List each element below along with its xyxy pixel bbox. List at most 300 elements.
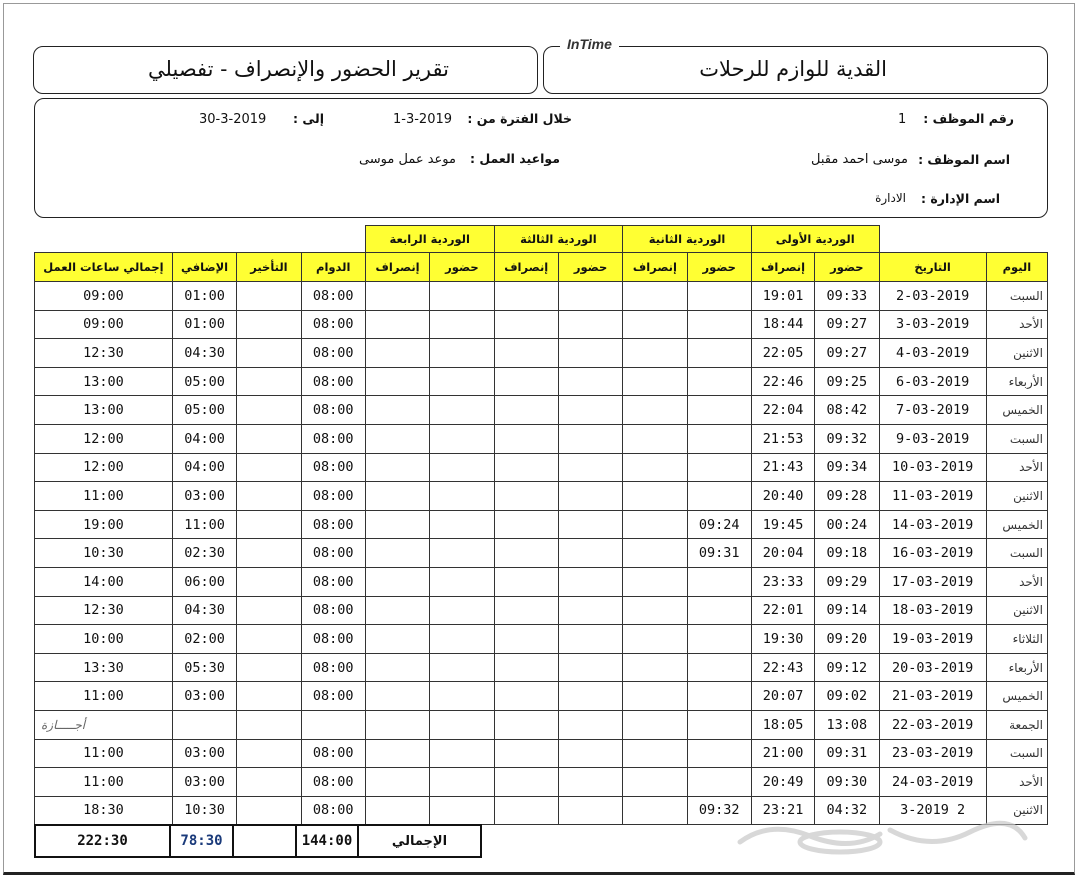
overtime-cell: 04:00 [172, 453, 236, 482]
date-cell: 21-03-2019 [879, 682, 986, 711]
header-out-1: إنصراف [751, 253, 814, 282]
late-cell [237, 796, 301, 825]
shift1-in-cell: 09:31 [815, 739, 879, 768]
shift4-out-cell [365, 567, 429, 596]
report-title-box [33, 46, 538, 94]
shift1-in-cell: 09:27 [815, 339, 879, 368]
shift4-in-cell [430, 339, 494, 368]
shift1-in-cell: 09:12 [815, 653, 879, 682]
shift1-in-cell: 09:25 [815, 367, 879, 396]
date-cell: 14-03-2019 [879, 510, 986, 539]
date-cell: 23-03-2019 [879, 739, 986, 768]
employee-name-label: اسم الموظف : [918, 152, 1010, 167]
totals-table [34, 824, 482, 858]
totals-work-hours: 222:30 [35, 825, 170, 857]
date-cell: 24-03-2019 [879, 768, 986, 797]
shift-hours-cell: 08:00 [301, 396, 365, 425]
shift1-in-cell: 09:27 [815, 310, 879, 339]
spacer-cell [879, 226, 1047, 253]
shift4-in-cell [430, 367, 494, 396]
shift2-out-cell [623, 625, 687, 654]
shift2-in-cell [687, 482, 751, 511]
shift-group-1: الوردية الأولى [751, 226, 879, 253]
shift2-out-cell [623, 482, 687, 511]
overtime-cell: 03:00 [172, 682, 236, 711]
late-cell [237, 510, 301, 539]
employee-no-value: 1 [898, 112, 907, 127]
day-cell: الاثنين [986, 596, 1047, 625]
shift2-out-cell [623, 310, 687, 339]
shift4-out-cell [365, 482, 429, 511]
table-row [35, 710, 1048, 739]
shift3-out-cell [494, 739, 558, 768]
shift4-in-cell [430, 596, 494, 625]
total-hours-cell: 11:00 [35, 768, 173, 797]
table-row [35, 682, 1048, 711]
day-cell: الأحد [986, 453, 1047, 482]
shift4-out-cell [365, 310, 429, 339]
overtime-cell: 01:00 [172, 282, 236, 311]
overtime-cell: 10:30 [172, 796, 236, 825]
shift1-out-cell: 20:04 [751, 539, 814, 568]
shift1-out-cell: 21:00 [751, 739, 814, 768]
brand-label: InTime [560, 36, 619, 52]
day-cell: السبت [986, 282, 1047, 311]
shift3-in-cell [558, 367, 622, 396]
day-cell: الأحد [986, 310, 1047, 339]
date-cell: 9-03-2019 [879, 424, 986, 453]
shift1-in-cell: 04:32 [815, 796, 879, 825]
total-hours-cell: أجـــــازة [35, 710, 173, 739]
late-cell [237, 710, 301, 739]
period-from-value: 1-3-2019 [393, 112, 453, 127]
period-from-label: خلال الفترة من : [467, 111, 572, 126]
shift-hours-cell: 08:00 [301, 682, 365, 711]
header-overtime: الإضافي [172, 253, 236, 282]
date-cell: 6-03-2019 [879, 367, 986, 396]
shift1-out-cell: 22:04 [751, 396, 814, 425]
day-cell: الخميس [986, 682, 1047, 711]
shift4-in-cell [430, 739, 494, 768]
header-in-2: حضور [687, 253, 751, 282]
shift-hours-cell: 08:00 [301, 482, 365, 511]
date-cell: 19-03-2019 [879, 625, 986, 654]
header-in-1: حضور [815, 253, 879, 282]
shift2-in-cell [687, 596, 751, 625]
shift3-out-cell [494, 796, 558, 825]
shift-hours-cell: 08:00 [301, 653, 365, 682]
shift2-in-cell [687, 768, 751, 797]
shift3-in-cell [558, 710, 622, 739]
total-hours-cell: 18:30 [35, 796, 173, 825]
shift1-in-cell: 13:08 [815, 710, 879, 739]
table-row [35, 482, 1048, 511]
header-out-4: إنصراف [365, 253, 429, 282]
overtime-cell: 01:00 [172, 310, 236, 339]
header-shift-hours: الدوام [301, 253, 365, 282]
company-box [543, 46, 1048, 94]
header-out-3: إنصراف [494, 253, 558, 282]
overtime-cell: 04:30 [172, 339, 236, 368]
date-cell: 10-03-2019 [879, 453, 986, 482]
day-cell: الاثنين [986, 482, 1047, 511]
shift1-in-cell: 09:30 [815, 768, 879, 797]
shift2-out-cell [623, 539, 687, 568]
shift4-in-cell [430, 282, 494, 311]
shift3-in-cell [558, 339, 622, 368]
late-cell [237, 539, 301, 568]
table-row [35, 282, 1048, 311]
shift-group-2: الوردية الثانية [623, 226, 752, 253]
shift4-in-cell [430, 310, 494, 339]
shift-hours-cell: 08:00 [301, 282, 365, 311]
shift3-in-cell [558, 625, 622, 654]
header-late: التأخير [237, 253, 301, 282]
period-to-label: إلى : [293, 111, 324, 126]
shift3-out-cell [494, 539, 558, 568]
attendance-rows [35, 282, 1048, 825]
day-cell: الأحد [986, 768, 1047, 797]
overtime-cell: 11:00 [172, 510, 236, 539]
table-row [35, 396, 1048, 425]
total-hours-cell: 11:00 [35, 682, 173, 711]
shift2-out-cell [623, 424, 687, 453]
shift-hours-cell: 08:00 [301, 453, 365, 482]
table-row [35, 539, 1048, 568]
shift2-in-cell [687, 567, 751, 596]
overtime-cell: 03:00 [172, 768, 236, 797]
date-cell: 17-03-2019 [879, 567, 986, 596]
shift4-out-cell [365, 682, 429, 711]
totals-shift-hours: 144:00 [296, 825, 358, 857]
shift2-in-cell [687, 710, 751, 739]
shift2-in-cell: 09:32 [687, 796, 751, 825]
shift3-out-cell [494, 567, 558, 596]
shift1-in-cell: 09:20 [815, 625, 879, 654]
shift4-out-cell [365, 768, 429, 797]
shift4-in-cell [430, 796, 494, 825]
total-hours-cell: 09:00 [35, 310, 173, 339]
shift2-in-cell [687, 367, 751, 396]
shift3-in-cell [558, 682, 622, 711]
shift4-in-cell [430, 653, 494, 682]
total-hours-cell: 12:00 [35, 453, 173, 482]
shift-hours-cell: 08:00 [301, 739, 365, 768]
schedule-value: موعد عمل موسى [358, 152, 456, 167]
overtime-cell: 06:00 [172, 567, 236, 596]
employee-name-value: موسى احمد مقبل [811, 152, 908, 167]
shift-hours-cell: 08:00 [301, 310, 365, 339]
period-to-value: 30-3-2019 [199, 112, 267, 127]
total-hours-cell: 11:00 [35, 739, 173, 768]
shift1-out-cell: 18:05 [751, 710, 814, 739]
shift-hours-cell: 08:00 [301, 768, 365, 797]
shift3-out-cell [494, 682, 558, 711]
header-in-4: حضور [430, 253, 494, 282]
shift4-out-cell [365, 510, 429, 539]
overtime-cell [172, 710, 236, 739]
schedule-label: مواعيد العمل : [470, 151, 560, 166]
shift1-out-cell: 22:46 [751, 367, 814, 396]
shift4-out-cell [365, 339, 429, 368]
shift3-out-cell [494, 282, 558, 311]
day-cell: السبت [986, 739, 1047, 768]
shift2-out-cell [623, 596, 687, 625]
shift1-out-cell: 23:21 [751, 796, 814, 825]
shift4-in-cell [430, 453, 494, 482]
shift-hours-cell: 08:00 [301, 796, 365, 825]
shift2-in-cell [687, 339, 751, 368]
shift3-out-cell [494, 768, 558, 797]
total-hours-cell: 10:30 [35, 539, 173, 568]
late-cell [237, 396, 301, 425]
late-cell [237, 567, 301, 596]
shift2-in-cell [687, 682, 751, 711]
total-hours-cell: 12:30 [35, 596, 173, 625]
shift4-in-cell [430, 768, 494, 797]
shift1-out-cell: 23:33 [751, 567, 814, 596]
shift2-out-cell [623, 739, 687, 768]
table-row [35, 596, 1048, 625]
shift4-out-cell [365, 710, 429, 739]
totals-label: الإجمالي [358, 825, 481, 857]
total-hours-cell: 13:00 [35, 367, 173, 396]
shift3-in-cell [558, 510, 622, 539]
shift3-out-cell [494, 396, 558, 425]
overtime-cell: 02:00 [172, 625, 236, 654]
late-cell [237, 339, 301, 368]
overtime-cell: 05:30 [172, 653, 236, 682]
late-cell [237, 282, 301, 311]
shift3-out-cell [494, 482, 558, 511]
date-cell: 22-03-2019 [879, 710, 986, 739]
table-row [35, 424, 1048, 453]
watermark-logo [730, 812, 1030, 858]
overtime-cell: 03:00 [172, 739, 236, 768]
shift4-out-cell [365, 739, 429, 768]
header-in-3: حضور [558, 253, 622, 282]
table-row [35, 567, 1048, 596]
table-row [35, 453, 1048, 482]
shift4-in-cell [430, 539, 494, 568]
shift4-in-cell [430, 710, 494, 739]
day-cell: الاثنين [986, 339, 1047, 368]
shift1-out-cell: 18:44 [751, 310, 814, 339]
shift1-in-cell: 09:28 [815, 482, 879, 511]
day-cell: الأربعاء [986, 653, 1047, 682]
day-cell: الأربعاء [986, 367, 1047, 396]
shift2-in-cell [687, 310, 751, 339]
day-cell: الخميس [986, 510, 1047, 539]
shift3-in-cell [558, 567, 622, 596]
shift4-out-cell [365, 282, 429, 311]
shift2-in-cell [687, 739, 751, 768]
shift-hours-cell: 08:00 [301, 625, 365, 654]
shift2-out-cell [623, 339, 687, 368]
department-label: اسم الإدارة : [921, 191, 1000, 206]
overtime-cell: 04:00 [172, 424, 236, 453]
shift1-out-cell: 19:45 [751, 510, 814, 539]
shift4-out-cell [365, 424, 429, 453]
late-cell [237, 367, 301, 396]
shift-hours-cell: 08:00 [301, 539, 365, 568]
header-date: التاريخ [879, 253, 986, 282]
shift2-out-cell [623, 367, 687, 396]
shift4-out-cell [365, 396, 429, 425]
report-title: تقرير الحضور والإنصراف - تفصيلي [148, 57, 449, 81]
shift3-in-cell [558, 539, 622, 568]
late-cell [237, 482, 301, 511]
shift3-in-cell [558, 482, 622, 511]
shift2-out-cell [623, 453, 687, 482]
employee-no-label: رقم الموظف : [923, 111, 1014, 126]
shift4-in-cell [430, 396, 494, 425]
date-cell: 4-03-2019 [879, 339, 986, 368]
shift-hours-cell: 08:00 [301, 567, 365, 596]
shift3-in-cell [558, 768, 622, 797]
table-row [35, 739, 1048, 768]
shift2-out-cell [623, 682, 687, 711]
shift2-out-cell [623, 510, 687, 539]
date-cell: 2 3-2019 [879, 796, 986, 825]
shift1-in-cell: 09:33 [815, 282, 879, 311]
day-cell: السبت [986, 424, 1047, 453]
date-cell: 20-03-2019 [879, 653, 986, 682]
shift2-in-cell [687, 424, 751, 453]
total-hours-cell: 14:00 [35, 567, 173, 596]
shift1-in-cell: 00:24 [815, 510, 879, 539]
table-row [35, 339, 1048, 368]
late-cell [237, 682, 301, 711]
shift4-in-cell [430, 482, 494, 511]
total-hours-cell: 09:00 [35, 282, 173, 311]
total-hours-cell: 13:30 [35, 653, 173, 682]
shift4-out-cell [365, 367, 429, 396]
table-row [35, 310, 1048, 339]
date-cell: 3-03-2019 [879, 310, 986, 339]
shift2-out-cell [623, 653, 687, 682]
overtime-cell: 05:00 [172, 367, 236, 396]
date-cell: 2-03-2019 [879, 282, 986, 311]
shift4-in-cell [430, 682, 494, 711]
spacer-cell [35, 226, 366, 253]
total-hours-cell: 11:00 [35, 482, 173, 511]
shift2-out-cell [623, 710, 687, 739]
shift3-in-cell [558, 653, 622, 682]
shift4-out-cell [365, 796, 429, 825]
late-cell [237, 653, 301, 682]
late-cell [237, 739, 301, 768]
shift4-in-cell [430, 424, 494, 453]
day-cell: الأحد [986, 567, 1047, 596]
shift1-out-cell: 21:53 [751, 424, 814, 453]
totals-overtime: 78:30 [170, 825, 233, 857]
shift4-in-cell [430, 510, 494, 539]
shift1-out-cell: 19:30 [751, 625, 814, 654]
shift-hours-cell: 08:00 [301, 339, 365, 368]
table-row [35, 768, 1048, 797]
shift1-in-cell: 09:14 [815, 596, 879, 625]
shift4-in-cell [430, 625, 494, 654]
total-hours-cell: 12:00 [35, 424, 173, 453]
shift3-in-cell [558, 310, 622, 339]
shift1-in-cell: 09:32 [815, 424, 879, 453]
shift-hours-cell: 08:00 [301, 424, 365, 453]
shift1-in-cell: 09:29 [815, 567, 879, 596]
date-cell: 7-03-2019 [879, 396, 986, 425]
shift1-out-cell: 22:05 [751, 339, 814, 368]
header-total-hours: إجمالي ساعات العمل [35, 253, 173, 282]
shift2-in-cell: 09:24 [687, 510, 751, 539]
shift2-in-cell [687, 396, 751, 425]
table-row [35, 510, 1048, 539]
shift3-in-cell [558, 596, 622, 625]
shift3-in-cell [558, 396, 622, 425]
shift1-out-cell: 21:43 [751, 453, 814, 482]
date-cell: 18-03-2019 [879, 596, 986, 625]
shift1-out-cell: 22:43 [751, 653, 814, 682]
shift1-out-cell: 20:07 [751, 682, 814, 711]
shift2-out-cell [623, 768, 687, 797]
shift3-out-cell [494, 596, 558, 625]
total-hours-cell: 19:00 [35, 510, 173, 539]
shift4-out-cell [365, 625, 429, 654]
day-cell: الثلاثاء [986, 625, 1047, 654]
day-cell: الخميس [986, 396, 1047, 425]
date-cell: 11-03-2019 [879, 482, 986, 511]
shift2-out-cell [623, 396, 687, 425]
late-cell [237, 625, 301, 654]
shift1-out-cell: 19:01 [751, 282, 814, 311]
shift2-out-cell [623, 796, 687, 825]
shift2-in-cell [687, 625, 751, 654]
day-cell: الجمعة [986, 710, 1047, 739]
attendance-table [34, 225, 1048, 825]
shift3-out-cell [494, 625, 558, 654]
late-cell [237, 310, 301, 339]
shift1-in-cell: 09:18 [815, 539, 879, 568]
overtime-cell: 03:00 [172, 482, 236, 511]
total-hours-cell: 13:00 [35, 396, 173, 425]
header-out-2: إنصراف [623, 253, 687, 282]
shift3-out-cell [494, 453, 558, 482]
department-value: الادارة [875, 191, 906, 205]
shift3-out-cell [494, 510, 558, 539]
table-row [35, 625, 1048, 654]
shift-group-3: الوردية الثالثة [494, 226, 623, 253]
day-cell: السبت [986, 539, 1047, 568]
shift-hours-cell: 08:00 [301, 596, 365, 625]
shift2-in-cell: 09:31 [687, 539, 751, 568]
late-cell [237, 453, 301, 482]
late-cell [237, 424, 301, 453]
shift3-out-cell [494, 653, 558, 682]
shift2-out-cell [623, 282, 687, 311]
shift4-out-cell [365, 539, 429, 568]
table-row [35, 653, 1048, 682]
shift3-out-cell [494, 367, 558, 396]
company-name: القدية للوازم للرحلات [699, 57, 887, 81]
shift3-in-cell [558, 453, 622, 482]
shift3-in-cell [558, 282, 622, 311]
date-cell: 16-03-2019 [879, 539, 986, 568]
total-hours-cell: 12:30 [35, 339, 173, 368]
overtime-cell: 02:30 [172, 539, 236, 568]
overtime-cell: 05:00 [172, 396, 236, 425]
shift1-out-cell: 22:01 [751, 596, 814, 625]
overtime-cell: 04:30 [172, 596, 236, 625]
shift4-out-cell [365, 596, 429, 625]
